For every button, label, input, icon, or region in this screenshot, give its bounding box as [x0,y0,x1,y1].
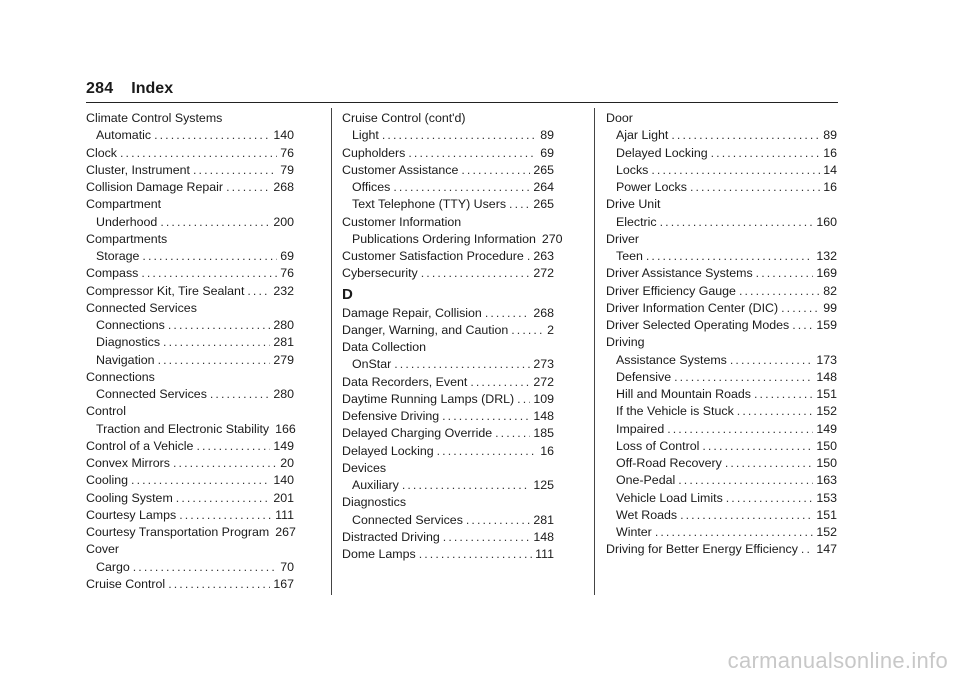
entry-label: Compartment [86,197,162,212]
dot-leader [196,438,270,455]
dot-leader [651,162,820,179]
entry-page-number: 272 [533,266,554,281]
dot-leader [382,127,537,144]
entry-label: Cruise Control (cont'd) [342,111,466,125]
entry-label: Control of a Vehicle [86,438,194,453]
index-subentry [606,472,837,489]
entry-page-number: 16 [823,180,837,194]
dot-leader [168,317,270,334]
entry-label: Vehicle Load Limits [616,490,723,505]
entry-page-number: 132 [816,249,837,263]
index-subentry [606,421,837,438]
index-entry [86,300,294,317]
entry-page-number: 140 [273,128,294,143]
entry-label: Off-Road Recovery [616,456,722,470]
index-entry [342,265,554,282]
index-subentry [606,162,837,179]
entry-label: Delayed Charging Override [342,426,493,441]
dot-leader [173,455,277,472]
header-rule [86,102,838,103]
dot-leader [393,179,530,196]
entry-page-number: 173 [816,352,837,367]
entry-page-number: 151 [816,387,837,401]
entry-label: Delayed Locking [616,145,708,160]
dot-leader [801,541,813,558]
entry-page-number: 79 [280,162,294,177]
dot-leader [678,472,813,489]
index-subentry [606,524,837,541]
entry-label: Cover [86,542,120,557]
index-entry [342,214,554,231]
index-subentry [86,334,294,351]
entry-page-number: 167 [273,576,294,591]
entry-page-number: 82 [823,283,837,298]
dot-leader [193,162,277,179]
index-subentry [606,455,837,472]
entry-label: Impaired [616,421,665,436]
entry-label: Offices [352,180,391,194]
entry-label: Power Locks [616,180,687,194]
entry-page-number: 268 [273,180,294,194]
index-entry [86,507,294,524]
index-entry [86,455,294,472]
entry-label: Delayed Locking [342,443,434,458]
entry-page-number: 109 [533,391,554,406]
dot-leader [408,145,537,162]
dot-leader [517,391,530,408]
entry-page-number: 16 [540,443,554,458]
index-entry [86,179,294,196]
dot-leader [671,127,820,144]
dot-leader [168,576,270,593]
entry-page-number: 111 [275,507,294,522]
dot-leader [730,352,813,369]
index-entry [606,317,837,334]
entry-page-number: 273 [533,357,554,372]
entry-page-number: 148 [816,369,837,384]
entry-label: If the Vehicle is Stuck [616,404,734,419]
entry-page-number: 149 [273,438,294,453]
index-entry [342,460,554,477]
entry-label: Drive Unit [606,197,661,212]
index-subentry [606,507,837,524]
dot-leader [466,512,530,529]
dot-leader [509,196,530,213]
index-subentry [606,179,837,196]
dot-leader [163,334,270,351]
dot-leader [756,265,814,282]
index-entry [342,162,554,179]
entry-label: Compass [86,266,139,281]
dot-leader [402,477,530,494]
entry-page-number: 201 [273,490,294,505]
page-header [86,80,173,104]
dot-leader [667,421,813,438]
index-subentry [606,490,837,507]
entry-page-number: 264 [533,180,554,194]
dot-leader [737,403,814,420]
index-subentry [86,386,294,403]
index-entry [86,145,294,162]
entry-label: Cupholders [342,145,406,160]
index-entry [342,546,554,563]
entry-page-number: 159 [816,318,837,332]
index-entry [86,438,294,455]
entry-label: Door [606,111,633,125]
index-letter-heading: D [342,285,353,303]
index-subentry [606,369,837,386]
index-entry [342,305,554,322]
entry-label: Electric [616,214,657,229]
entry-label: Devices [342,460,387,475]
index-entry [342,443,554,460]
dot-leader [511,322,544,339]
index-subentry [342,196,554,213]
index-entry [86,490,294,507]
entry-page-number: 280 [273,318,294,332]
entry-label: Driver Selected Operating Modes [606,318,790,332]
entry-page-number: 280 [273,387,294,401]
index-entry [342,248,554,265]
index-entry [606,300,837,317]
index-entry [86,110,294,127]
entry-page-number: 99 [823,300,837,315]
dot-leader [133,559,277,576]
entry-page-number: 263 [533,249,554,263]
entry-label: Cooling System [86,490,173,505]
index-column-3 [606,110,837,559]
dot-leader [160,214,270,231]
entry-page-number: 89 [823,128,837,143]
dot-leader [141,265,277,282]
entry-label: Defensive Driving [342,409,440,423]
entry-page-number: 111 [535,547,554,561]
index-entry [606,283,837,300]
entry-label: Storage [96,249,140,263]
dot-leader [443,529,531,546]
entry-label: Teen [616,249,643,263]
entry-label: Connected Services [96,387,207,401]
index-subentry [342,179,554,196]
entry-label: Climate Control Systems [86,111,223,125]
entry-label: Compressor Kit, Tire Sealant [86,283,245,298]
entry-page-number: 125 [533,478,554,492]
entry-label: Hill and Mountain Roads [616,387,751,401]
entry-page-number: 160 [816,214,837,229]
entry-label: Auxiliary [352,478,399,492]
index-subentry [342,512,554,529]
entry-label: Driving for Better Energy Efficiency [606,542,798,557]
entry-page-number: 232 [273,283,294,298]
index-subentry [342,231,563,248]
index-entry [606,196,837,213]
dot-leader [419,546,532,563]
entry-label: Cruise Control [86,576,166,591]
dot-leader [495,425,530,442]
entry-page-number: 270 [541,231,563,246]
entry-page-number: 163 [816,473,837,488]
index-entry [342,425,554,442]
index-subentry [342,477,554,494]
index-entry [342,408,554,425]
entry-label: Driver Information Center (DIC) [606,300,779,315]
entry-page-number: 150 [816,438,837,453]
dot-leader [176,490,271,507]
index-entry [342,374,554,391]
dot-leader [726,490,814,507]
index-entry [86,283,294,300]
entry-label: Automatic [96,128,152,143]
index-subentry [342,127,554,144]
index-entry [342,391,554,408]
entry-page-number: 147 [816,542,837,557]
dot-leader [754,386,813,403]
index-entry [606,110,837,127]
dot-leader [711,145,821,162]
entry-label: Wet Roads [616,507,678,522]
entry-page-number: 70 [280,559,294,574]
index-subentry [86,127,294,144]
index-column-2 [342,110,563,563]
entry-label: Locks [616,162,649,177]
entry-label: Daytime Running Lamps (DRL) [342,391,515,406]
entry-page-number: 169 [816,266,837,281]
entry-label: Courtesy Transportation Program [86,525,270,539]
index-entry [606,265,837,282]
entry-page-number: 166 [275,421,296,436]
entry-page-number: 265 [533,197,554,212]
entry-label: Distracted Driving [342,529,440,544]
dot-leader [394,356,530,373]
dot-leader [421,265,531,282]
entry-label: Connected Services [352,512,463,527]
dot-leader [646,248,813,265]
entry-page-number: 76 [280,145,294,160]
entry-page-number: 69 [540,145,554,160]
index-subentry [606,386,837,403]
dot-leader [461,162,530,179]
index-subentry [606,352,837,369]
entry-page-number: 152 [816,525,837,539]
index-entry [86,231,294,248]
entry-page-number: 281 [533,512,554,527]
dot-leader [781,300,820,317]
index-subentry [606,403,837,420]
section-title: Index [131,80,174,97]
index-entry [86,541,294,558]
dot-leader [142,248,277,265]
entry-label: One-Pedal [616,473,676,488]
index-entry [342,494,554,511]
entry-page-number: 149 [816,421,837,436]
entry-label: Light [352,128,379,143]
entry-page-number: 14 [823,162,837,177]
index-entry [86,162,294,179]
dot-leader [226,179,270,196]
index-subentry [86,421,294,438]
dot-leader [655,524,814,541]
index-entry [86,472,294,489]
dot-leader [442,408,530,425]
index-column-1 [86,110,294,593]
entry-label: Driver [606,231,640,246]
index-entry [86,369,294,386]
index-subentry [86,248,294,265]
index-subentry [606,145,837,162]
dot-leader [470,374,530,391]
entry-label: Connections [86,369,155,384]
entry-label: Collision Damage Repair [86,180,224,194]
entry-page-number: 148 [533,529,554,544]
entry-page-number: 272 [533,374,554,389]
entry-label: Cooling [86,473,129,488]
dot-leader [674,369,813,386]
entry-label: Defensive [616,369,672,384]
entry-label: Winter [616,525,652,539]
entry-label: Traction and Electronic Stability [96,421,270,436]
index-entry [86,403,294,420]
dot-leader [527,248,531,265]
index-subentry [86,559,294,576]
page-number: 284 [86,80,114,97]
entry-label: Compartments [86,231,168,246]
dot-leader [485,305,531,322]
index-entry [606,541,837,558]
entry-page-number: 148 [533,409,554,423]
index-entry [86,524,294,541]
dot-leader [792,317,813,334]
index-subentry [606,214,837,231]
entry-label: Cluster, Instrument [86,162,190,177]
dot-leader [702,438,813,455]
entry-label: Diagnostics [342,495,407,510]
entry-label: Assistance Systems [616,352,727,367]
index-subentry [342,356,554,373]
entry-label: Data Recorders, Event [342,374,468,389]
entry-label: Courtesy Lamps [86,507,177,522]
column-divider [331,108,332,595]
index-entry [342,529,554,546]
entry-label: Diagnostics [96,335,161,350]
entry-label: Connected Services [86,300,197,315]
entry-page-number: 150 [816,456,837,470]
index-entry [86,265,294,282]
index-entry [606,334,837,351]
entry-page-number: 265 [533,162,554,177]
dot-leader [210,386,270,403]
entry-page-number: 76 [280,266,294,281]
index-entry [86,196,294,213]
dot-leader [437,443,538,460]
index-entry [606,231,837,248]
entry-label: Driver Assistance Systems [606,266,753,281]
entry-label: Control [86,404,126,419]
dot-leader [179,507,272,524]
dot-leader [247,283,270,300]
dot-leader [680,507,813,524]
dot-leader [131,472,270,489]
dot-leader [725,455,813,472]
entry-label: Customer Satisfaction Procedure [342,249,524,263]
entry-label: Driving [606,335,645,350]
entry-label: Publications Ordering Information [352,231,536,246]
entry-label: Loss of Control [616,438,700,453]
entry-label: Dome Lamps [342,547,416,561]
entry-page-number: 89 [540,128,554,143]
entry-label: Cybersecurity [342,266,418,281]
index-subentry [606,248,837,265]
index-subentry [606,127,837,144]
entry-page-number: 281 [273,335,294,350]
entry-page-number: 20 [280,456,294,470]
entry-label: Driver Efficiency Gauge [606,283,736,298]
index-entry [86,576,294,593]
entry-label: Customer Assistance [342,162,459,177]
index-subentry [86,352,294,369]
entry-label: Connections [96,318,165,332]
entry-page-number: 279 [273,352,294,367]
entry-label: OnStar [352,357,392,372]
entry-label: Convex Mirrors [86,456,170,470]
entry-page-number: 267 [275,525,296,539]
index-subentry [86,317,294,334]
dot-leader [660,214,814,231]
index-entry [342,145,554,162]
index-subentry [86,214,294,231]
entry-label: Ajar Light [616,128,669,143]
dot-leader [154,127,270,144]
entry-page-number: 185 [533,426,554,441]
dot-leader [690,179,820,196]
entry-label: Cargo [96,559,130,574]
entry-label: Underhood [96,214,158,229]
index-subentry [606,438,837,455]
entry-page-number: 152 [816,404,837,419]
entry-page-number: 140 [273,473,294,488]
entry-label: Data Collection [342,340,427,354]
entry-page-number: 268 [533,305,554,320]
entry-label: Text Telephone (TTY) Users [352,197,507,212]
dot-leader [120,145,277,162]
entry-label: Danger, Warning, and Caution [342,322,509,337]
entry-label: Customer Information [342,214,462,229]
entry-label: Navigation [96,352,155,367]
entry-page-number: 153 [816,490,837,505]
entry-page-number: 2 [547,322,554,337]
index-entry [342,322,554,339]
entry-page-number: 16 [823,145,837,160]
entry-page-number: 69 [280,249,294,263]
entry-page-number: 200 [273,214,294,229]
dot-leader [158,352,271,369]
dot-leader [739,283,820,300]
index-entry [342,339,554,356]
entry-label: Clock [86,145,117,160]
entry-page-number: 151 [816,507,837,522]
index-entry [342,110,554,127]
column-divider [594,108,595,595]
watermark: carmanualsonline.info [727,648,948,673]
entry-label: Damage Repair, Collision [342,305,482,320]
